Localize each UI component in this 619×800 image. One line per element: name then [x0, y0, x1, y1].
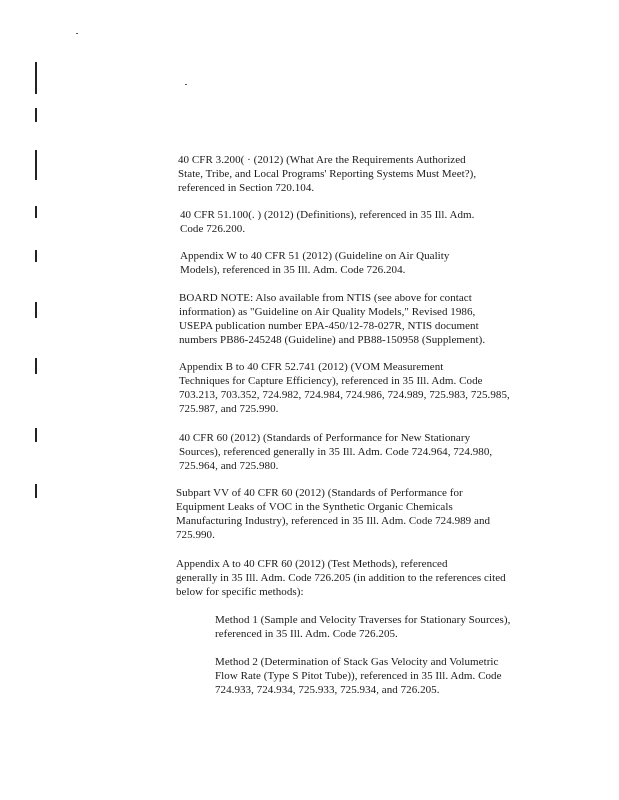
- text-line: Code 726.200.: [180, 223, 246, 235]
- text-line: BOARD NOTE: Also available from NTIS (see above for contact: [179, 292, 472, 304]
- text-line: generally in 35 Ill. Adm. Code 726.205 (in addition to the references cited: [176, 572, 506, 584]
- revision-bar: [35, 302, 37, 318]
- revision-bar: [35, 206, 37, 218]
- text-line: Flow Rate (Type S Pitot Tube)), referenced in 35 Ill. Adm. Code: [215, 670, 502, 682]
- scan-speck: [185, 84, 187, 85]
- text-line: Appendix W to 40 CFR 51 (2012) (Guideline on Air Quality: [180, 250, 450, 262]
- text-line: referenced in 35 Ill. Adm. Code 726.205.: [215, 628, 398, 640]
- text-line: USEPA publication number EPA-450/12-78-027R, NTIS document: [179, 320, 479, 332]
- text-line: Equipment Leaks of VOC in the Synthetic Organic Chemicals: [176, 501, 453, 513]
- text-line: 725.964, and 725.980.: [179, 460, 279, 472]
- text-line: Method 1 (Sample and Velocity Traverses for Stationary Sources),: [215, 614, 511, 626]
- revision-bar: [35, 62, 37, 94]
- reference-entry: [179, 360, 510, 416]
- text-line: numbers PB86-245248 (Guideline) and PB88-150958 (Supplement).: [179, 334, 486, 346]
- text-line: 724.933, 724.934, 725.933, 725.934, and 726.205.: [215, 684, 440, 696]
- revision-bar: [35, 358, 37, 374]
- method-entry: [215, 613, 510, 641]
- text-line: Appendix A to 40 CFR 60 (2012) (Test Methods), referenced: [176, 558, 448, 570]
- text-line: 40 CFR 51.100(. ) (2012) (Definitions), referenced in 35 Ill. Adm.: [180, 209, 475, 221]
- text-line: 40 CFR 3.200( · (2012) (What Are the Requirements Authorized: [178, 154, 466, 166]
- reference-entry: [176, 557, 506, 599]
- text-line: Manufacturing Industry), referenced in 35 Ill. Adm. Code 724.989 and: [176, 515, 491, 527]
- reference-entry: [180, 208, 474, 236]
- revision-bar: [35, 150, 37, 180]
- text-line: information) as "Guideline on Air Quality Models," Revised 1986,: [179, 306, 476, 318]
- text-line: Appendix B to 40 CFR 52.741 (2012) (VOM Measurement: [179, 361, 444, 373]
- text-line: State, Tribe, and Local Programs' Reporting Systems Must Meet?),: [178, 168, 477, 180]
- text-line: Sources), referenced generally in 35 Ill. Adm. Code 724.964, 724.980,: [179, 446, 493, 458]
- text-line: 725.987, and 725.990.: [179, 403, 279, 415]
- text-line: 725.990.: [176, 529, 215, 541]
- text-line: Techniques for Capture Efficiency), referenced in 35 Ill. Adm. Code: [179, 375, 483, 387]
- reference-entry: [180, 249, 449, 277]
- text-line: 40 CFR 60 (2012) (Standards of Performance for New Stationary: [179, 432, 471, 444]
- text-line: Subpart VV of 40 CFR 60 (2012) (Standards of Performance for: [176, 487, 463, 499]
- revision-bar: [35, 428, 37, 442]
- revision-bar: [35, 250, 37, 262]
- reference-entry: [176, 486, 490, 542]
- scan-speck: [76, 33, 78, 34]
- revision-bar: [35, 484, 37, 498]
- text-line: Method 2 (Determination of Stack Gas Velocity and Volumetric: [215, 656, 499, 668]
- text-line: 703.213, 703.352, 724.982, 724.984, 724.986, 724.989, 725.983, 725.985,: [179, 389, 510, 401]
- method-entry: [215, 655, 502, 697]
- revision-bar: [35, 108, 37, 122]
- reference-entry: [179, 431, 492, 473]
- text-line: referenced in Section 720.104.: [178, 182, 315, 194]
- text-line: Models), referenced in 35 Ill. Adm. Code 726.204.: [180, 264, 406, 276]
- reference-entry: [178, 153, 476, 195]
- board-note: [179, 291, 485, 347]
- text-line: below for specific methods):: [176, 586, 304, 598]
